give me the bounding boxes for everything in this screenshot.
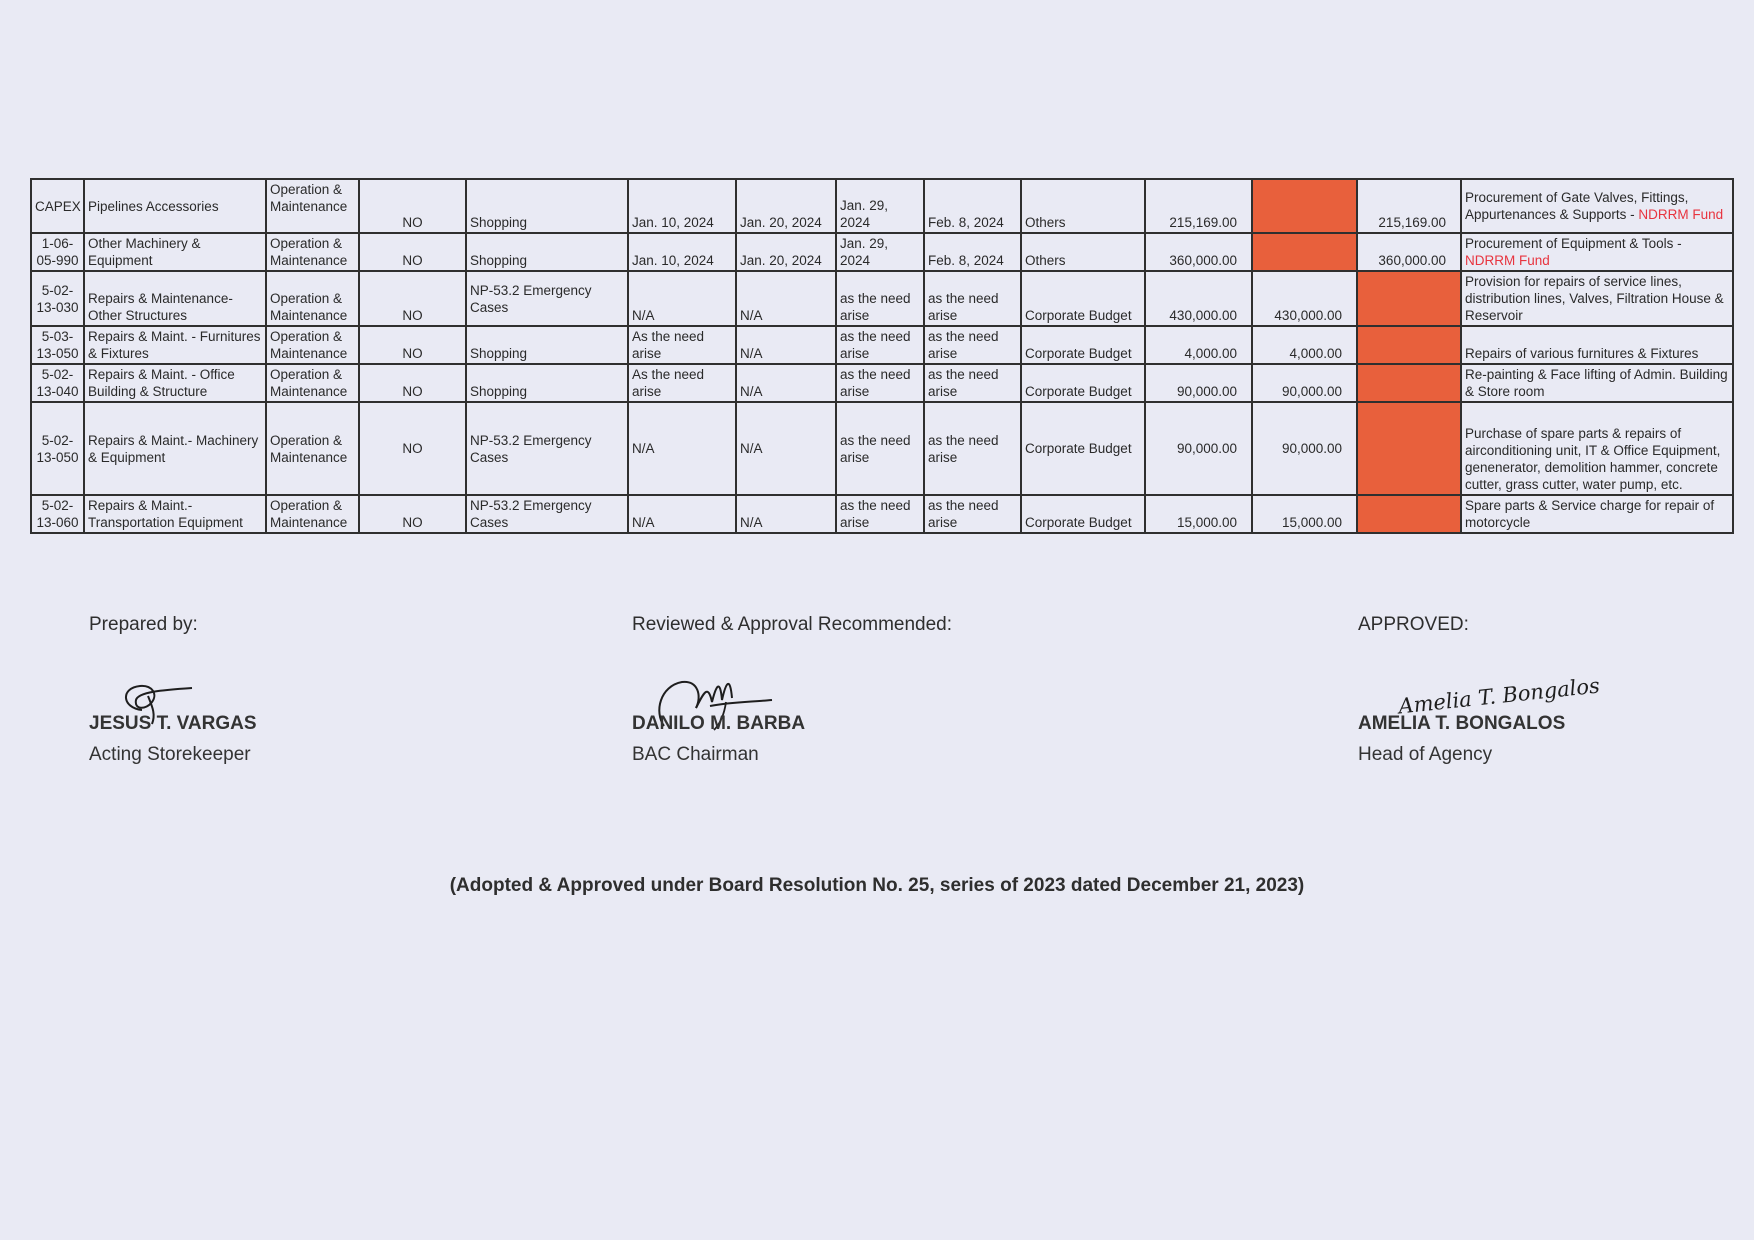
account-code: CAPEX [31, 179, 84, 233]
contract-signing-date: Feb. 8, 2024 [924, 233, 1021, 271]
co-amount [1357, 326, 1461, 364]
early-procurement: NO [359, 179, 466, 233]
fund-source: Others [1021, 233, 1145, 271]
remarks-text: Procurement of Equipment & Tools - [1465, 236, 1682, 251]
procurement-plan-table [30, 178, 1734, 534]
account-code: 5-02-13-030 [31, 271, 84, 326]
table-row [31, 402, 1733, 495]
bid-opening-date: N/A [736, 326, 836, 364]
notice-of-award-date: Jan. 29, 2024 [836, 179, 924, 233]
early-procurement: NO [359, 233, 466, 271]
procurement-mode: Shopping [466, 364, 628, 402]
table-row [31, 364, 1733, 402]
account-code: 1-06-05-990 [31, 233, 84, 271]
notice-of-award-date: as the need arise [836, 326, 924, 364]
fund-source: Others [1021, 179, 1145, 233]
item-description: Other Machinery & Equipment [84, 233, 266, 271]
end-user: Operation & Maintenance [266, 495, 359, 533]
table-row [31, 271, 1733, 326]
ads-posting-date: Jan. 10, 2024 [628, 233, 736, 271]
bid-opening-date: Jan. 20, 2024 [736, 179, 836, 233]
contract-signing-date: as the need arise [924, 364, 1021, 402]
ads-posting-date: N/A [628, 495, 736, 533]
remarks-text: Provision for repairs of service lines, distribution lines, Valves, Filtration House & Reservoir [1465, 274, 1724, 323]
early-procurement: NO [359, 495, 466, 533]
bid-opening-date: N/A [736, 495, 836, 533]
bid-opening-date: N/A [736, 364, 836, 402]
mooe-amount: 430,000.00 [1252, 271, 1357, 326]
early-procurement: NO [359, 271, 466, 326]
bid-opening-date: N/A [736, 271, 836, 326]
fund-source: Corporate Budget [1021, 271, 1145, 326]
procurement-mode: NP-53.2 Emergency Cases [466, 271, 628, 326]
end-user: Operation & Maintenance [266, 364, 359, 402]
early-procurement: NO [359, 326, 466, 364]
reviewed-by-title: BAC Chairman [632, 744, 759, 765]
total-budget: 4,000.00 [1145, 326, 1252, 364]
remarks [1461, 364, 1733, 402]
approved-by-signature: Amelia T. Bongalos [1397, 673, 1601, 719]
remarks-text: Spare parts & Service charge for repair of motorcycle [1465, 498, 1715, 530]
ads-posting-date: As the need arise [628, 326, 736, 364]
remarks [1461, 233, 1733, 271]
item-description: Repairs & Maint. - Furnitures & Fixtures [84, 326, 266, 364]
item-description: Repairs & Maint.- Transportation Equipment [84, 495, 266, 533]
mooe-amount: 15,000.00 [1252, 495, 1357, 533]
approved-by-title: Head of Agency [1358, 744, 1493, 765]
remarks-fund-highlight: NDRRM Fund [1465, 253, 1550, 268]
procurement-mode: Shopping [466, 179, 628, 233]
total-budget: 15,000.00 [1145, 495, 1252, 533]
prepared-by-title: Acting Storekeeper [89, 744, 251, 765]
procurement-mode: NP-53.2 Emergency Cases [466, 495, 628, 533]
procurement-mode: NP-53.2 Emergency Cases [466, 402, 628, 495]
prepared-by-label: Prepared by: [89, 614, 198, 635]
table-row [31, 233, 1733, 271]
contract-signing-date: as the need arise [924, 495, 1021, 533]
reviewed-by-label: Reviewed & Approval Recommended: [632, 614, 953, 635]
reviewed-by-name: DANILO M. BARBA [632, 713, 806, 734]
account-code: 5-02-13-050 [31, 402, 84, 495]
contract-signing-date: as the need arise [924, 402, 1021, 495]
remarks-text: Re-painting & Face lifting of Admin. Building & Store room [1465, 367, 1728, 399]
remarks [1461, 495, 1733, 533]
ads-posting-date: N/A [628, 271, 736, 326]
item-description: Pipelines Accessories [84, 179, 266, 233]
remarks-text: Repairs of various furnitures & Fixtures [1465, 346, 1699, 361]
ads-posting-date: As the need arise [628, 364, 736, 402]
notice-of-award-date: as the need arise [836, 495, 924, 533]
item-description: Repairs & Maintenance-Other Structures [84, 271, 266, 326]
co-amount [1357, 271, 1461, 326]
prepared-by-name: JESUS T. VARGAS [89, 713, 257, 734]
co-amount: 215,169.00 [1357, 179, 1461, 233]
contract-signing-date: Feb. 8, 2024 [924, 179, 1021, 233]
remarks [1461, 179, 1733, 233]
account-code: 5-03-13-050 [31, 326, 84, 364]
co-amount: 360,000.00 [1357, 233, 1461, 271]
bid-opening-date: N/A [736, 402, 836, 495]
fund-source: Corporate Budget [1021, 495, 1145, 533]
remarks [1461, 326, 1733, 364]
early-procurement: NO [359, 402, 466, 495]
fund-source: Corporate Budget [1021, 364, 1145, 402]
approved-by-label: APPROVED: [1358, 614, 1469, 635]
account-code: 5-02-13-040 [31, 364, 84, 402]
remarks-text: Procurement of Gate Valves, Fittings, Appurtenances & Supports - [1465, 190, 1689, 222]
total-budget: 90,000.00 [1145, 364, 1252, 402]
co-amount [1357, 402, 1461, 495]
mooe-amount: 4,000.00 [1252, 326, 1357, 364]
item-description: Repairs & Maint.- Machinery & Equipment [84, 402, 266, 495]
table-row [31, 326, 1733, 364]
remarks [1461, 271, 1733, 326]
co-amount [1357, 364, 1461, 402]
mooe-amount: 90,000.00 [1252, 364, 1357, 402]
notice-of-award-date: as the need arise [836, 271, 924, 326]
table-row [31, 179, 1733, 233]
end-user: Operation & Maintenance [266, 402, 359, 495]
ads-posting-date: Jan. 10, 2024 [628, 179, 736, 233]
procurement-mode: Shopping [466, 326, 628, 364]
contract-signing-date: as the need arise [924, 326, 1021, 364]
table-row [31, 495, 1733, 533]
remarks-text: Purchase of spare parts & repairs of airconditioning unit, IT & Office Equipment, genenerator, demolition hammer, concrete cutter, grass cutter, water pump, etc. [1465, 426, 1721, 492]
early-procurement: NO [359, 364, 466, 402]
end-user: Operation & Maintenance [266, 233, 359, 271]
end-user: Operation & Maintenance [266, 326, 359, 364]
board-resolution-note: (Adopted & Approved under Board Resolution No. 25, series of 2023 dated December 21, 2023) [449, 875, 1305, 896]
co-amount [1357, 495, 1461, 533]
mooe-amount [1252, 179, 1357, 233]
ads-posting-date: N/A [628, 402, 736, 495]
notice-of-award-date: Jan. 29, 2024 [836, 233, 924, 271]
end-user: Operation & Maintenance [266, 271, 359, 326]
fund-source: Corporate Budget [1021, 326, 1145, 364]
mooe-amount: 90,000.00 [1252, 402, 1357, 495]
notice-of-award-date: as the need arise [836, 402, 924, 495]
end-user: Operation & Maintenance [266, 179, 359, 233]
total-budget: 90,000.00 [1145, 402, 1252, 495]
total-budget: 430,000.00 [1145, 271, 1252, 326]
remarks-fund-highlight: NDRRM Fund [1638, 207, 1724, 222]
contract-signing-date: as the need arise [924, 271, 1021, 326]
approved-by-name: AMELIA T. BONGALOS [1358, 713, 1566, 734]
procurement-mode: Shopping [466, 233, 628, 271]
notice-of-award-date: as the need arise [836, 364, 924, 402]
bid-opening-date: Jan. 20, 2024 [736, 233, 836, 271]
total-budget: 360,000.00 [1145, 233, 1252, 271]
mooe-amount [1252, 233, 1357, 271]
item-description: Repairs & Maint. - Office Building & Structure [84, 364, 266, 402]
remarks [1461, 402, 1733, 495]
fund-source: Corporate Budget [1021, 402, 1145, 495]
total-budget: 215,169.00 [1145, 179, 1252, 233]
account-code: 5-02-13-060 [31, 495, 84, 533]
